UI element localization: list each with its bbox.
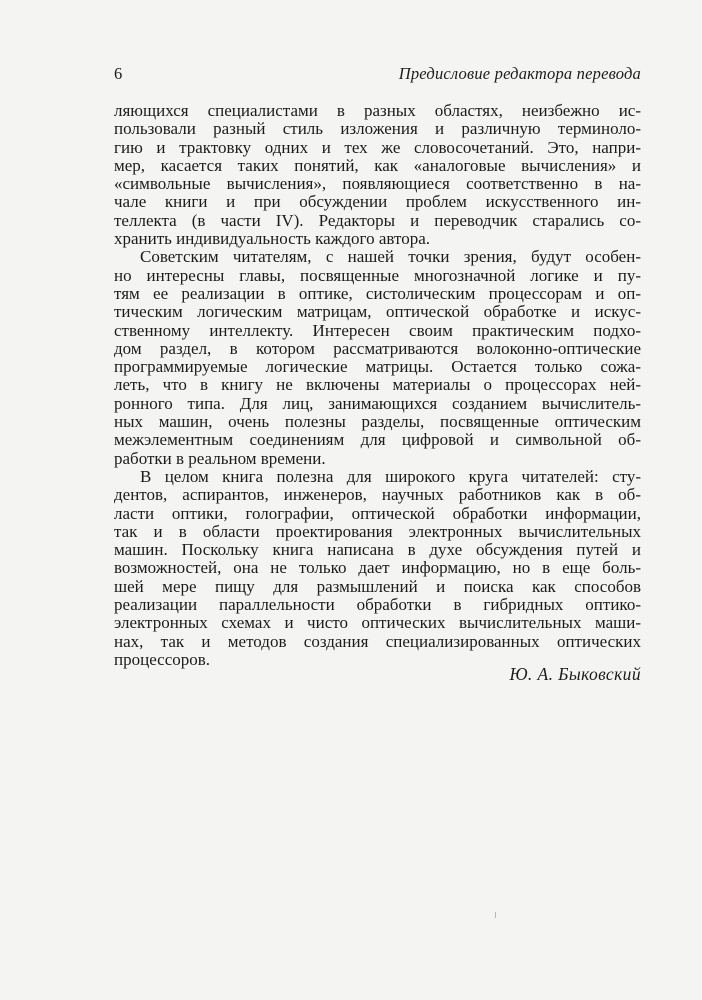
text-line: программируемые логические матрицы. Остается только сожа-	[114, 357, 641, 377]
text-line: ронного типа. Для лиц, занимающихся созданием вычислитель-	[114, 393, 641, 413]
text-line: леть, что в книгу не включены материалы о процессорах ней-	[114, 375, 641, 395]
text-line: но интересны главы, посвященные многозначной логике и пу-	[114, 265, 641, 285]
text-line: нах, так и методов создания специализированных оптических	[114, 631, 641, 651]
text-line: пользовали разный стиль изложения и различную терминоло-	[114, 119, 641, 139]
text-line: межэлементным соединениям для цифровой и символьной об-	[114, 430, 641, 450]
text-line: «символьные вычисления», появляющиеся соответственно в на-	[114, 174, 641, 194]
text-line: В целом книга полезна для широкого круга читателей: сту-	[140, 466, 641, 486]
running-title: Предисловие редактора перевода	[398, 64, 641, 83]
text-line: электронных схемах и чисто оптических вычислительных маши-	[114, 613, 641, 633]
body-text	[114, 102, 641, 669]
text-line: дом раздел, в котором рассматриваются волоконно-оптические	[114, 338, 641, 358]
text-line: мер, касается таких понятий, как «аналоговые вычисления» и	[114, 155, 641, 175]
text-line: ласти оптики, голографии, оптической обработки информации,	[114, 503, 641, 523]
paragraph-3	[114, 468, 641, 669]
print-speck	[495, 912, 496, 918]
text-line: гию и трактовку одних и тех же словосочетаний. Это, напри-	[114, 137, 641, 157]
text-line: ляющихся специалистами в разных областях, неизбежно ис-	[114, 101, 641, 120]
text-line: работки в реальном времени.	[114, 448, 326, 468]
text-line: хранить индивидуальность каждого автора.	[114, 229, 430, 249]
paragraph-2	[114, 248, 641, 468]
running-header	[114, 64, 641, 88]
text-line: процессоров.	[114, 649, 211, 669]
page-number: 6	[114, 64, 123, 83]
text-line: Советским читателям, с нашей точки зрения, будут особен-	[140, 247, 641, 267]
author-signature: Ю. А. Быковский	[509, 664, 641, 684]
text-line: ных машин, очень полезны разделы, посвященные оптическим	[114, 412, 641, 432]
text-line: реализации параллельности обработки в гибридных оптико-	[114, 595, 641, 615]
text-line: тям ее реализации в оптике, систолическим процессорам и оп-	[114, 283, 641, 303]
text-line: дентов, аспирантов, инженеров, научных работников как в об-	[114, 485, 641, 505]
paragraph-1	[114, 102, 641, 248]
text-line: машин. Поскольку книга написана в духе обсуждения путей и	[114, 540, 641, 560]
text-line: так и в области проектирования электронных вычислительных	[114, 521, 641, 541]
text-line: шей мере пищу для размышлений и поиска как способов	[114, 576, 641, 596]
text-line: возможностей, она не только дает информацию, но в еще боль-	[114, 558, 641, 578]
text-line: чале книги и при обсуждении проблем искусственного ин-	[114, 192, 641, 212]
text-line: тическим логическим матрицам, оптической обработке и искус-	[114, 302, 641, 322]
text-line: ственному интеллекту. Интересен своим практическим подхо-	[114, 320, 641, 340]
text-line: теллекта (в части IV). Редакторы и переводчик старались со-	[114, 210, 641, 230]
